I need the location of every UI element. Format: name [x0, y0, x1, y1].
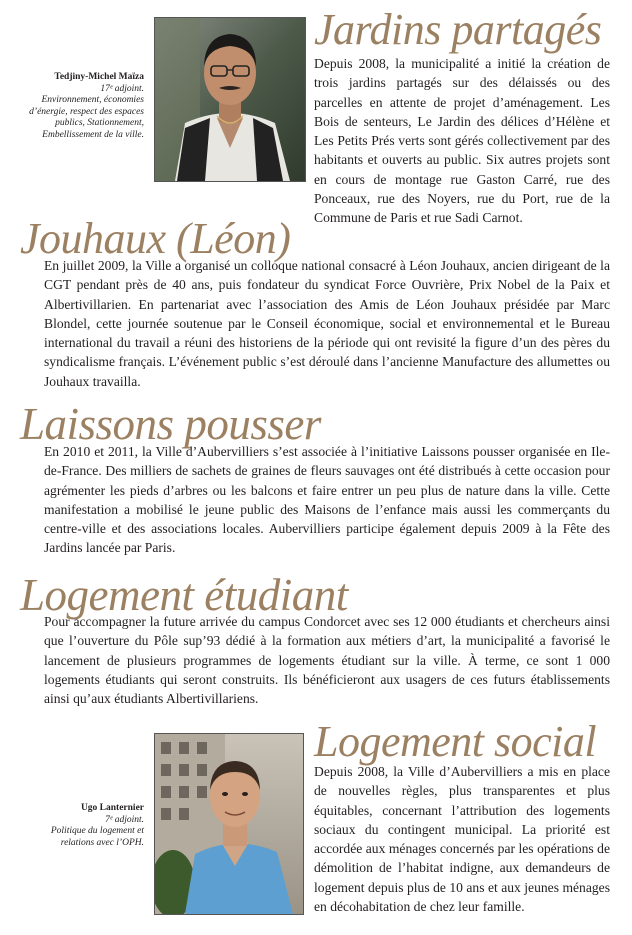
section-title-jardins: Jardins partagés [314, 5, 602, 54]
caption-description: Politique du logement et relations avec l’OPH. [50, 826, 144, 848]
caption-name: Tedjiny-Michel Maïza [54, 72, 144, 82]
caption-maiza [20, 72, 144, 141]
caption-lanternier [20, 803, 144, 849]
section-title-social: Logement social [314, 717, 597, 766]
caption-description: Environnement, économies d’énergie, respect des espaces publics, Stationnement, Embellissement de la ville. [29, 95, 144, 140]
portrait-photo-lanternier [154, 733, 304, 915]
caption-name: Ugo Lanternier [80, 803, 144, 813]
section-body-laissons: En 2010 et 2011, la Ville d’Aubervilliers s’est associée à l’initiative Laissons pousser organisée en Ile-de-France. Des milliers de sachets de graines de fleurs sauvages ont été distribués à cette occasion pour agrémenter les pieds d’arbres ou les balcons et faire entrer un peu plus de nature dans la ville. Cette manifestation a mobilisé le jeune public des Maisons de l’enfance mais aussi les commerçants du centre-ville et des associations locales. Aubervilliers participe également depuis 2009 à la Fête des Jardins lancée par Paris. [44, 444, 610, 556]
section-body-jardins: Depuis 2008, la municipalité a initié la création de trois jardins partagés sur des délaissés ou des parcelles en attente de projet d’aménagement. Les Bois de senteurs, Le Jardin des délices d’Hélène et Les Petits Prés verts sont gérés collectivement par des habitants et ouverts au public. Six autres projets sont en cours de montage rue Gaston Carré, rue des Ponceaux, rue des Noyers, rue du Port, rue de la Commune de Paris et rue Sadi Carnot. [314, 56, 610, 226]
caption-role: 17ᵉ adjoint. [100, 83, 144, 94]
section-body-etudiant: Pour accompagner la future arrivée du campus Condorcet avec ses 12 000 étudiants et chercheurs ainsi que l’ouverture du Pôle sup’93 dédié à la formation aux métiers d’art, la municipalité a favorisé le lancement de plusieurs programmes de logements étudiant sur la ville. À terme, ce sont 1 000 logements étudiants qui seront construits. Ils bénéficieront aux usagers de ces futurs établissements ainsi qu’aux étudiants Albertivillariens. [44, 614, 610, 707]
section-title-jouhaux: Jouhaux (Léon) [20, 214, 291, 263]
section-title-laissons: Laissons pousser [20, 399, 321, 449]
section-body-social: Depuis 2008, la Ville d’Aubervilliers a mis en place de nouvelles règles, plus transparentes et plus équitables, concernant l’attribution des logements sociaux du contingent municipal. La priorité est accordée aux ménages concernés par les opérations de démolition de l’habitat indigne, aux demandeurs de logement depuis plus de 10 ans et aux jeunes ménages en décohabitation de chez leur famille. [314, 764, 610, 915]
caption-role: 7ᵉ adjoint. [105, 814, 144, 825]
portrait-photo-maiza [154, 17, 306, 182]
section-body-jouhaux: En juillet 2009, la Ville a organisé un colloque national consacré à Léon Jouhaux, ancien dirigeant de la CGT pendant près de 40 ans, puis fondateur du syndicat Force Ouvrière, Prix Nobel de la Paix et Albertivillarien. En partenariat avec l’association des Amis de Léon Jouhaux présidée par Marc Blondel, cette journée soutenue par le Conseil économique, social et environnemental et le Bureau international du travail a réuni des historiens de la période qui ont revisité la figure d’un des pères du syndicalisme français. L’événement public s’est déroulé dans l’ancienne Manufacture des allumettes ou Jouhaux travailla. [44, 258, 610, 389]
section-title-etudiant: Logement étudiant [20, 570, 348, 620]
